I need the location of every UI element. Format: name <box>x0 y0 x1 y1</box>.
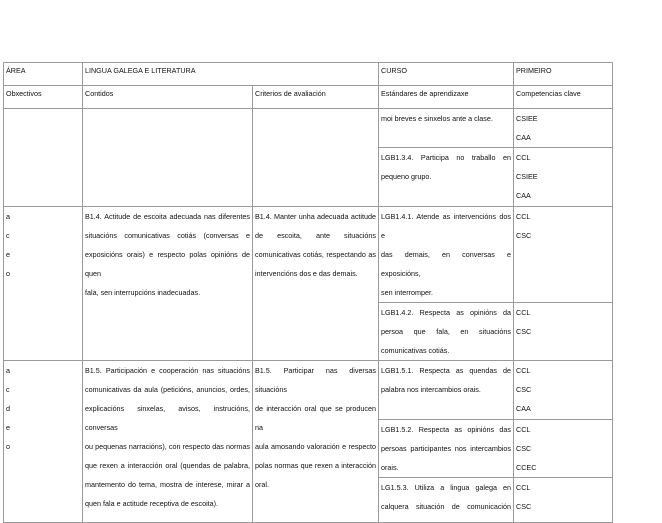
curso-label: CURSO <box>379 63 514 86</box>
col-contidos: Contidos <box>83 86 253 109</box>
contido-cell <box>83 109 253 207</box>
col-objectivos: Obxectivos <box>4 86 83 109</box>
competencias-cell: CCL CSC CAA <box>514 361 613 420</box>
competencias-cell: CCL CSC CCEC <box>514 420 613 478</box>
criterio-cell: B1.5. Participar nas diversas situacións de interacción oral que se producen na aula amosando valoración e respecto polas normas que rexen a interacción oral. <box>253 361 379 523</box>
column-header-row <box>4 86 613 109</box>
contido-cell: B1.4. Actitude de escoita adecuada nas diferentes situacións comunicativas cotiás (conversas e exposicións orais) e respecto polas opinións de quen fala, sen interrupcións inadecuadas. <box>83 207 253 361</box>
curriculum-table <box>3 62 613 523</box>
objectivos-cell: a c e o <box>4 207 83 361</box>
estandar-cell: LGB1.3.4. Participa no traballo en pequeno grupo. <box>379 148 514 207</box>
competencias-cell: CCL CSIEE CAA <box>514 148 613 207</box>
competencias-cell: CCL CSC <box>514 303 613 361</box>
area-label: ÁREA <box>4 63 83 86</box>
competencias-cell: CCL CSC <box>514 207 613 303</box>
contido-cell: B1.5. Participación e cooperación nas situacións comunicativas da aula (peticións, anuncios, ordes, explicacións sinxelas, avisos, instrucións, conversas ou pequenas narracións), con respecto das normas que rexen a interacción oral (quendas de palabra, mantemento do tema, mostra de interese, mirar a quen fala e actitude receptiva de escoita). <box>83 361 253 523</box>
estandar-cell: LGB1.4.2. Respecta as opinións da persoa que fala, en situacións comunicativas cotiás. <box>379 303 514 361</box>
objectivos-cell <box>4 109 83 207</box>
col-criterios: Criterios de avaliación <box>253 86 379 109</box>
estandar-cell: LGB1.5.2. Respecta as opinións das persoas participantes nos intercambios orais. <box>379 420 514 478</box>
curso-value: PRIMEIRO <box>514 63 613 86</box>
header-row <box>4 63 613 86</box>
area-value: LINGUA GALEGA E LITERATURA <box>83 63 379 86</box>
table-row <box>4 361 613 420</box>
criterio-cell <box>253 109 379 207</box>
competencias-cell: CCL CSC <box>514 478 613 523</box>
criterio-cell: B1.4. Manter unha adecuada actitude de escoita, ante situacións comunicativas cotiás, respectando as intervencións dos e das demais. <box>253 207 379 361</box>
estandar-cell: LGB1.5.1. Respecta as quendas de palabra nos intercambios orais. <box>379 361 514 420</box>
table-row <box>4 109 613 148</box>
col-estandares: Estándares de aprendizaxe <box>379 86 514 109</box>
estandar-cell: moi breves e sinxelos ante a clase. <box>379 109 514 148</box>
competencias-cell: CSIEE CAA <box>514 109 613 148</box>
objectivos-cell: a c d e o <box>4 361 83 523</box>
col-competencias: Competencias clave <box>514 86 613 109</box>
table-row <box>4 207 613 303</box>
estandar-cell: LGB1.4.1. Atende as intervencións dos e das demais, en conversas e exposicións, sen interromper. <box>379 207 514 303</box>
estandar-cell: LG1.5.3. Utiliza a lingua galega en calquera situación de comunicación <box>379 478 514 523</box>
